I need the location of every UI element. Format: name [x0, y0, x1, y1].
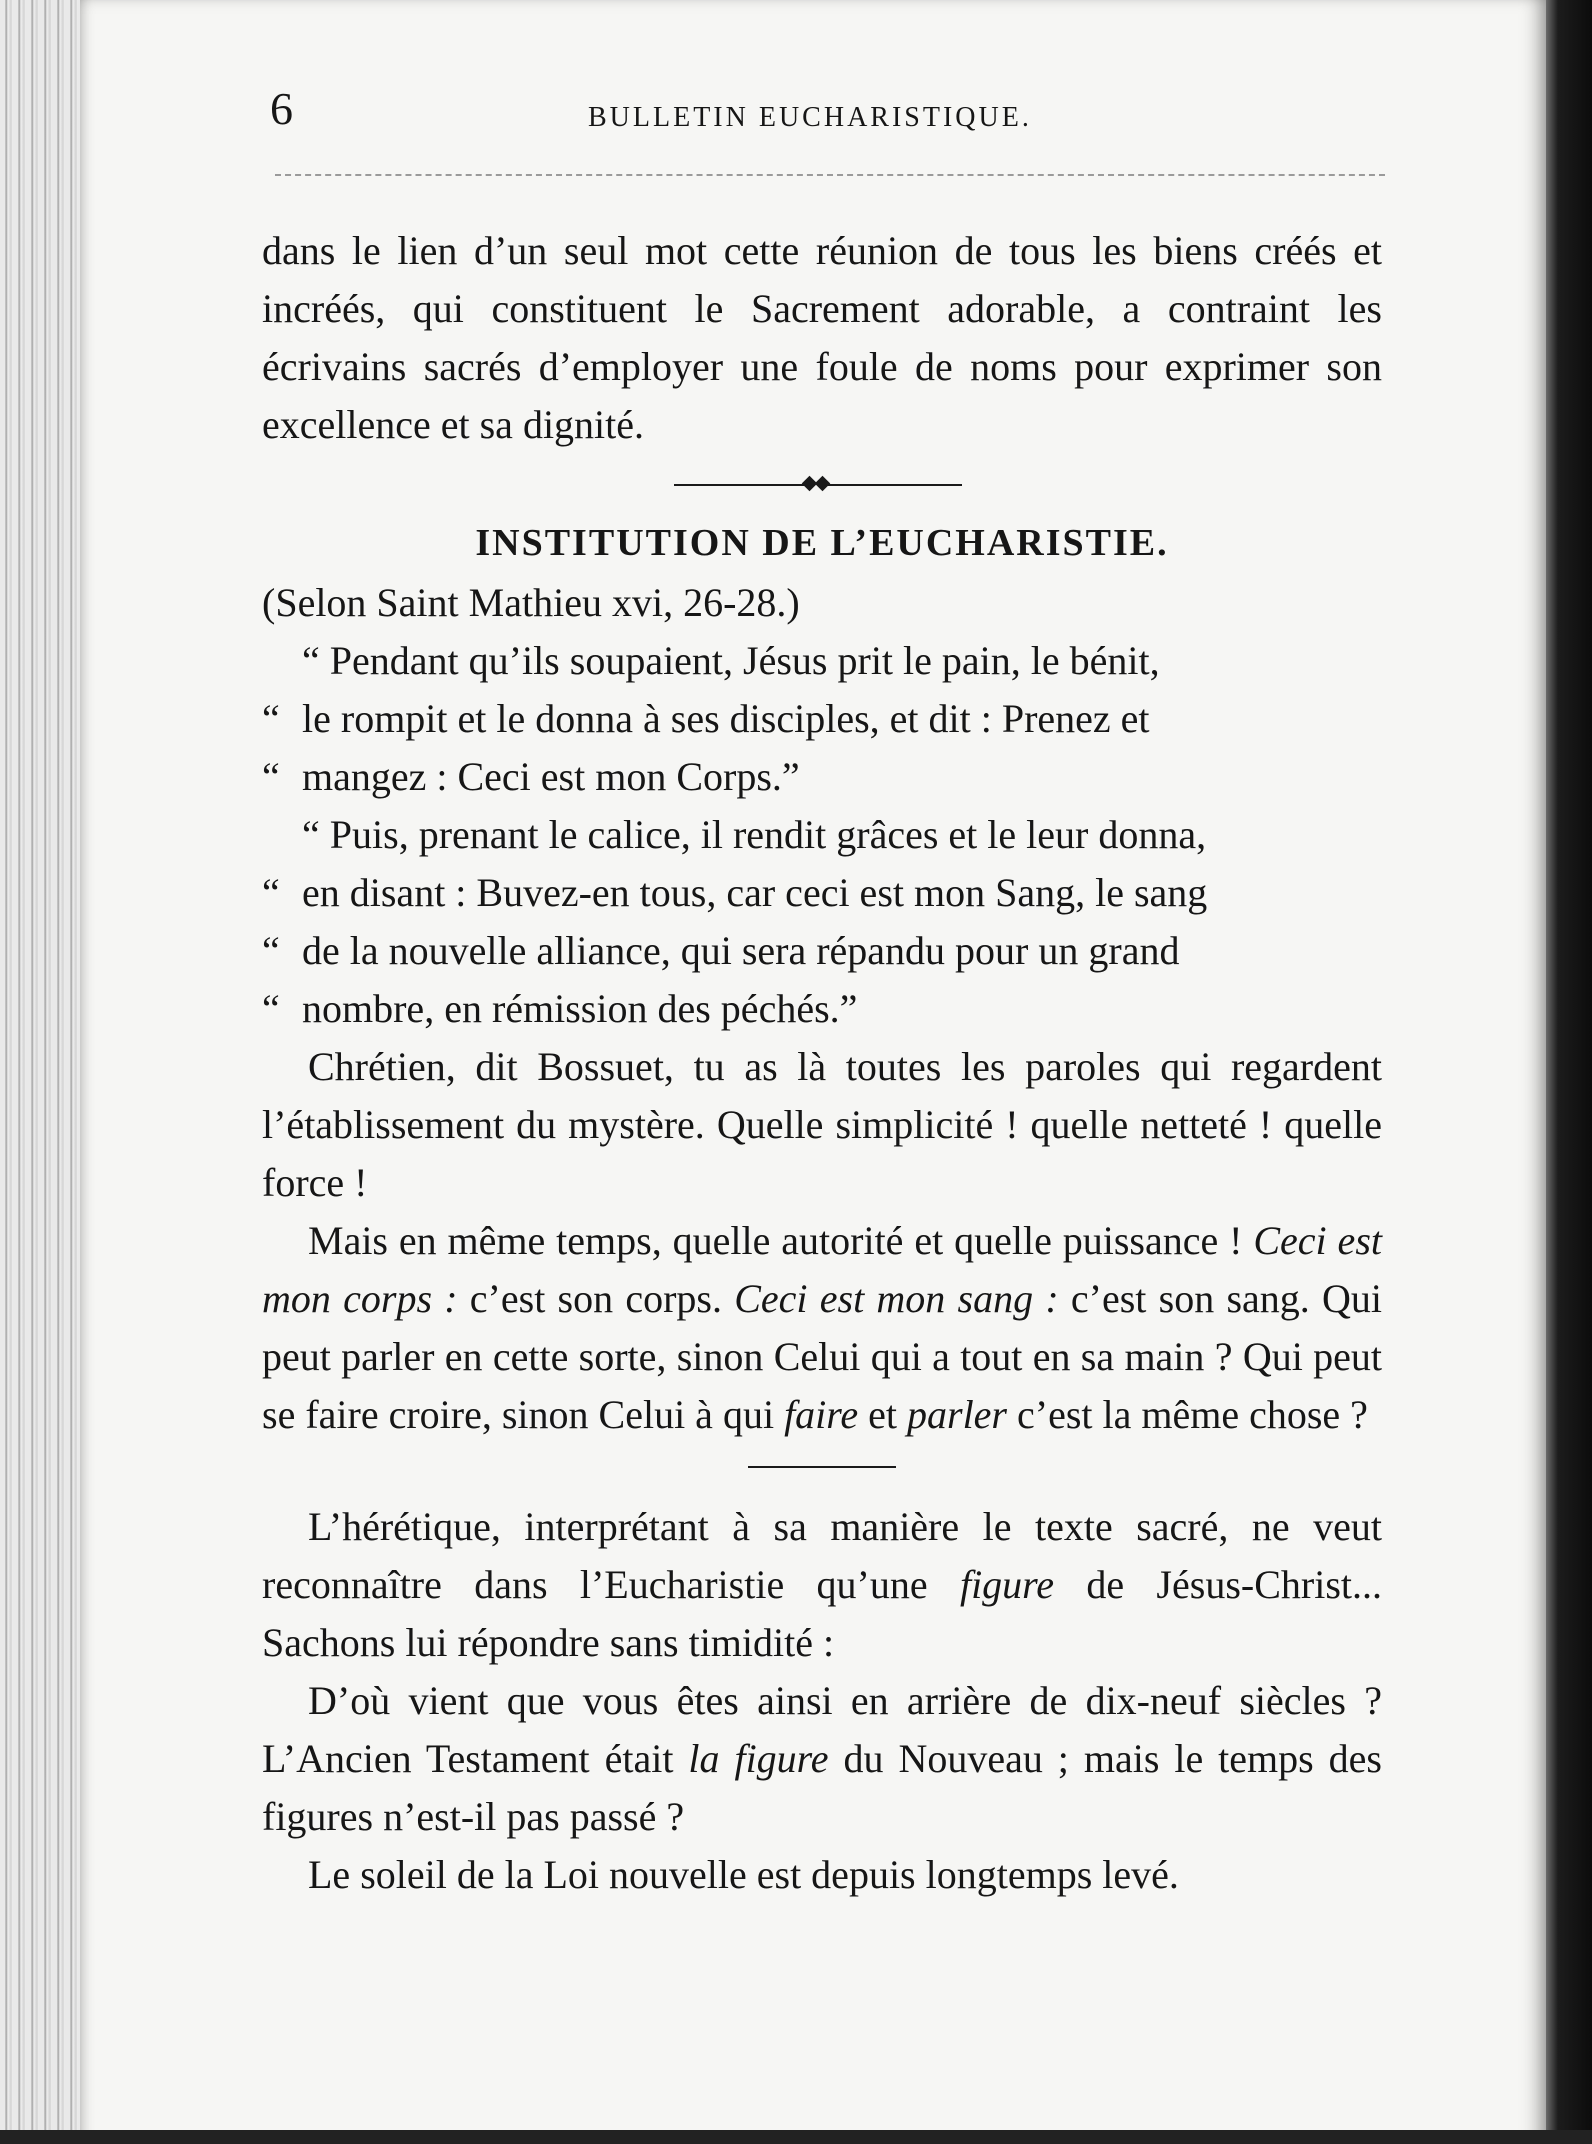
scan-border — [0, 2130, 1592, 2144]
text-run: L’hérétique, interprétant à sa manière le texte sacré, ne veut reconnaître dans l’Eucharistie qu’une — [262, 1504, 1382, 1607]
text-run: et — [858, 1392, 907, 1437]
quote-line — [262, 748, 1382, 806]
quote-text: mangez : Ceci est mon Corps.” — [302, 754, 800, 799]
binding-shadow — [1546, 0, 1592, 2144]
text-run: Mais en même temps, quelle autorité et quelle puissance ! — [308, 1218, 1254, 1263]
bossuet-paragraph: Chrétien, dit Bossuet, tu as là toutes les paroles qui regardent l’établissement du mystère. Quelle simplicité ! quelle netteté ! quelle force ! — [262, 1044, 1382, 1205]
quote-mark: “ — [262, 754, 280, 799]
question-paragraph — [262, 1672, 1382, 1846]
page-edges — [0, 0, 92, 2144]
ornament-line-left — [674, 484, 812, 486]
italic-run: la figure — [688, 1736, 829, 1781]
heretic-paragraph — [262, 1498, 1382, 1672]
text-run: du Nouveau ; mais le temps des figures n’est-il pas passé ? — [262, 1736, 1382, 1839]
quote-text: Pendant qu’ils soupaient, Jésus prit le pain, le bénit, — [329, 638, 1160, 683]
quote-mark: “ — [302, 812, 320, 857]
quote-line — [262, 922, 1382, 980]
quote-mark: “ — [262, 870, 280, 915]
italic-run: figure — [959, 1562, 1055, 1607]
quote-line — [262, 632, 1382, 690]
quote-line — [262, 980, 1382, 1038]
header-rule — [275, 174, 1385, 176]
ornament-line-right — [824, 484, 962, 486]
quote-line — [262, 806, 1382, 864]
text-run: c’est la même chose ? — [1007, 1392, 1368, 1437]
italic-run: faire — [784, 1392, 859, 1437]
intro-paragraph: dans le lien d’un seul mot cette réunion de tous les biens créés et incréés, qui constituent le Sacrement adorable, a contraint les écrivains sacrés d’employer une foule de noms pour exprimer son excellence et sa dignité. — [262, 228, 1382, 447]
quote-mark: “ — [262, 986, 280, 1031]
quote-text: nombre, en rémission des péchés.” — [302, 986, 858, 1031]
quote-mark: “ — [262, 696, 280, 741]
section-divider — [748, 1466, 896, 1468]
scripture-reference: (Selon Saint Mathieu xvi, 26-28.) — [262, 580, 800, 625]
page-number: 6 — [270, 83, 293, 134]
running-head — [270, 82, 1390, 142]
quote-line — [262, 864, 1382, 922]
section-ornament — [262, 454, 1382, 512]
sun-paragraph: Le soleil de la Loi nouvelle est depuis longtemps levé. — [308, 1852, 1179, 1897]
italic-run: parler — [907, 1392, 1007, 1437]
italic-run: Ceci est mon sang : — [734, 1276, 1059, 1321]
quote-text: le rompit et le donna à ses disciples, et dit : Prenez et — [302, 696, 1150, 741]
quote-mark: “ — [262, 928, 280, 973]
italic-run: Ceci est mon corps : — [262, 1218, 1382, 1321]
quote-text: de la nouvelle alliance, qui sera répandu pour un grand — [302, 928, 1180, 973]
text-run: c’est son sang. Qui peut parler en cette sorte, sinon Celui qui a tout en sa main ? Qui peut se faire croire, sinon Celui à qui — [262, 1276, 1382, 1437]
authority-paragraph — [262, 1212, 1382, 1444]
section-title: INSTITUTION DE L’EUCHARISTIE. — [475, 522, 1169, 564]
running-title: BULLETIN EUCHARISTIQUE. — [588, 102, 1032, 133]
quote-line — [262, 690, 1382, 748]
text-run: de Jésus-Christ... Sachons lui répondre sans timidité : — [262, 1562, 1382, 1665]
text-run: D’où vient que vous êtes ainsi en arrière de dix-neuf siècles ? L’Ancien Testament était — [262, 1678, 1382, 1781]
quote-text: Puis, prenant le calice, il rendit grâces et le leur donna, — [329, 812, 1207, 857]
quote-text: en disant : Buvez-en tous, car ceci est mon Sang, le sang — [302, 870, 1208, 915]
quote-mark: “ — [302, 638, 320, 683]
body-text — [262, 222, 1382, 1904]
text-run: c’est son corps. — [457, 1276, 735, 1321]
